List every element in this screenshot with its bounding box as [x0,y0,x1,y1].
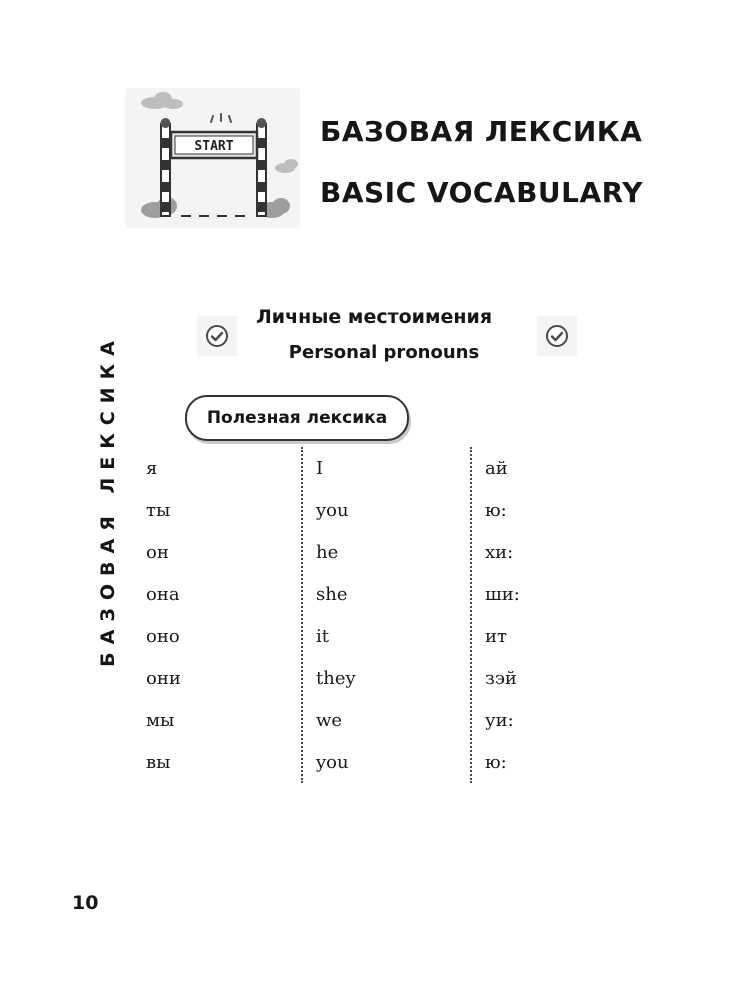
russian-word: вы [146,752,171,773]
transcription: хи: [485,542,514,563]
transcription: зэй [485,668,517,689]
russian-word: они [146,668,181,689]
english-word: she [316,584,348,605]
english-word: I [316,458,324,479]
transcription: ю: [485,500,507,521]
transcription: ю: [485,752,507,773]
section-title-en: Personal pronouns [288,342,480,363]
table-row [145,618,565,660]
page-number: 10 [72,892,99,914]
side-chapter-label: БАЗОВАЯ ЛЕКСИКА [97,333,119,667]
english-word: you [316,752,349,773]
english-word: we [316,710,343,731]
page-title-ru: БАЗОВАЯ ЛЕКСИКА [320,115,643,148]
table-row [145,492,565,534]
useful-vocabulary-label: Полезная лексика [185,395,409,441]
table-row [145,702,565,744]
russian-word: ты [146,500,171,521]
table-row [145,450,565,492]
russian-word: мы [146,710,175,731]
start-sign-text: START [194,139,234,154]
transcription: ай [485,458,508,479]
transcription: ши: [485,584,520,605]
section-title-ru: Личные местоимения [255,306,493,328]
russian-word: оно [146,626,180,647]
russian-word: я [146,458,158,479]
start-gate-illustration [125,88,300,228]
vocabulary-table [145,450,565,786]
transcription: ит [485,626,507,647]
table-row [145,534,565,576]
page-title-en: BASIC VOCABULARY [320,176,643,209]
english-word: they [316,668,356,689]
english-word: it [316,626,329,647]
table-row [145,744,565,786]
table-row [145,576,565,618]
english-word: he [316,542,339,563]
english-word: you [316,500,349,521]
russian-word: она [146,584,180,605]
table-row [145,660,565,702]
transcription: уи: [485,710,514,731]
russian-word: он [146,542,169,563]
